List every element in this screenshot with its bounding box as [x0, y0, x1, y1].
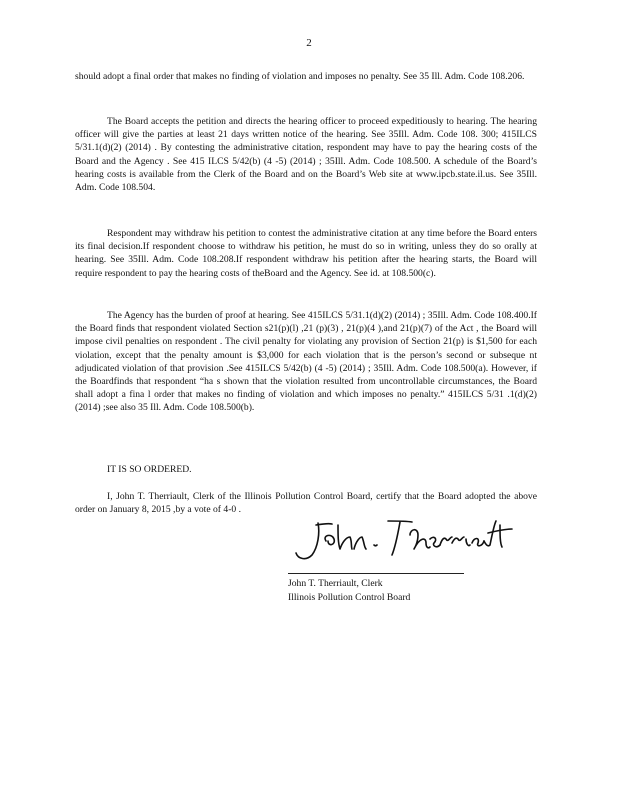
paragraph-burden-of-proof: The Agency has the burden of proof at hearing. See 415ILCS 5/31.1(d)(2) (2014) ; 35Ill. Adm. Code 108.400.If the Board finds that respondent violated Section s21(p)(l) ,21 (p)(3) , 21(p)(4 ),and 21(p)(7) of the Act , the Board will impose civil penalties on respondent . The civil penalty for violating any provision of Section 21(p) is $1,500 for each violation, except that the penalty amount is $3,000 for each violation that is the person’s second or subseque nt adjudicated violation of that provision .See 415ILCS 5/42(b) (4 -5) (2014) ; 35Ill. Adm. Code 108.500(a). However, if the Boardfinds that respondent “ha s shown that the violation resulted from uncontrollable circumstances, the Board shall adopt a fina l order that makes no finding of violation and which imposes no penalty.” 415ILCS 5/31 .1(d)(2) (2014) ;see also 35 Ill. Adm. Code 108.500(b).: [75, 310, 537, 414]
paragraph-hearing: The Board accepts the petition and directs the hearing officer to proceed expeditiously to hearing. The hearing officer will give the parties at least 21 days written notice of the hearing. See 35Ill. Adm. Code 108. 300; 415ILCS 5/31.1(d)(2) (2014) . By contesting the administrative citation, respondent may have to pay the hearing costs of the Board and the Agency . See 415 ILCS 5/42(b) (4 -5) (2014) ; 35Ill. Adm. Code 108.500. A schedule of the Board’s hearing costs is available from the Clerk of the Board and on the Board’s Web site at www.ipcb.state.il.us. See 35Ill. Adm. Code 108.504.: [75, 116, 537, 194]
page-number: 2: [306, 37, 312, 49]
signer-organization: Illinois Pollution Control Board: [288, 591, 411, 603]
paragraph-withdrawal: Respondent may withdraw his petition to contest the administrative citation at any time before the Board enters its final decision.If respondent choose to withdraw his petition, he must do so in writing, unless they do so orally at hearing. See 35Ill. Adm. Code 108.208.If respondent withdraw his petition after the hearing starts, the Board will require respondent to pay the hearing costs of theBoard and the Agency. See id. at 108.500(c).: [75, 228, 537, 279]
clerk-certification: I, John T. Therriault, Clerk of the Illinois Pollution Control Board, certify that the Board adopted the above order on January 8, 2015 ,by a vote of 4-0 .: [75, 491, 537, 516]
order-statement: IT IS SO ORDERED.: [107, 464, 192, 475]
signature-block: [288, 577, 410, 604]
handwritten-signature: [288, 515, 518, 565]
signer-name: John T. Therriault, Clerk: [288, 578, 383, 589]
paragraph-continuation: should adopt a final order that makes no finding of violation and imposes no penalty. See 35 Ill. Adm. Code 108.206.: [75, 71, 525, 82]
signature-line: [288, 573, 464, 574]
